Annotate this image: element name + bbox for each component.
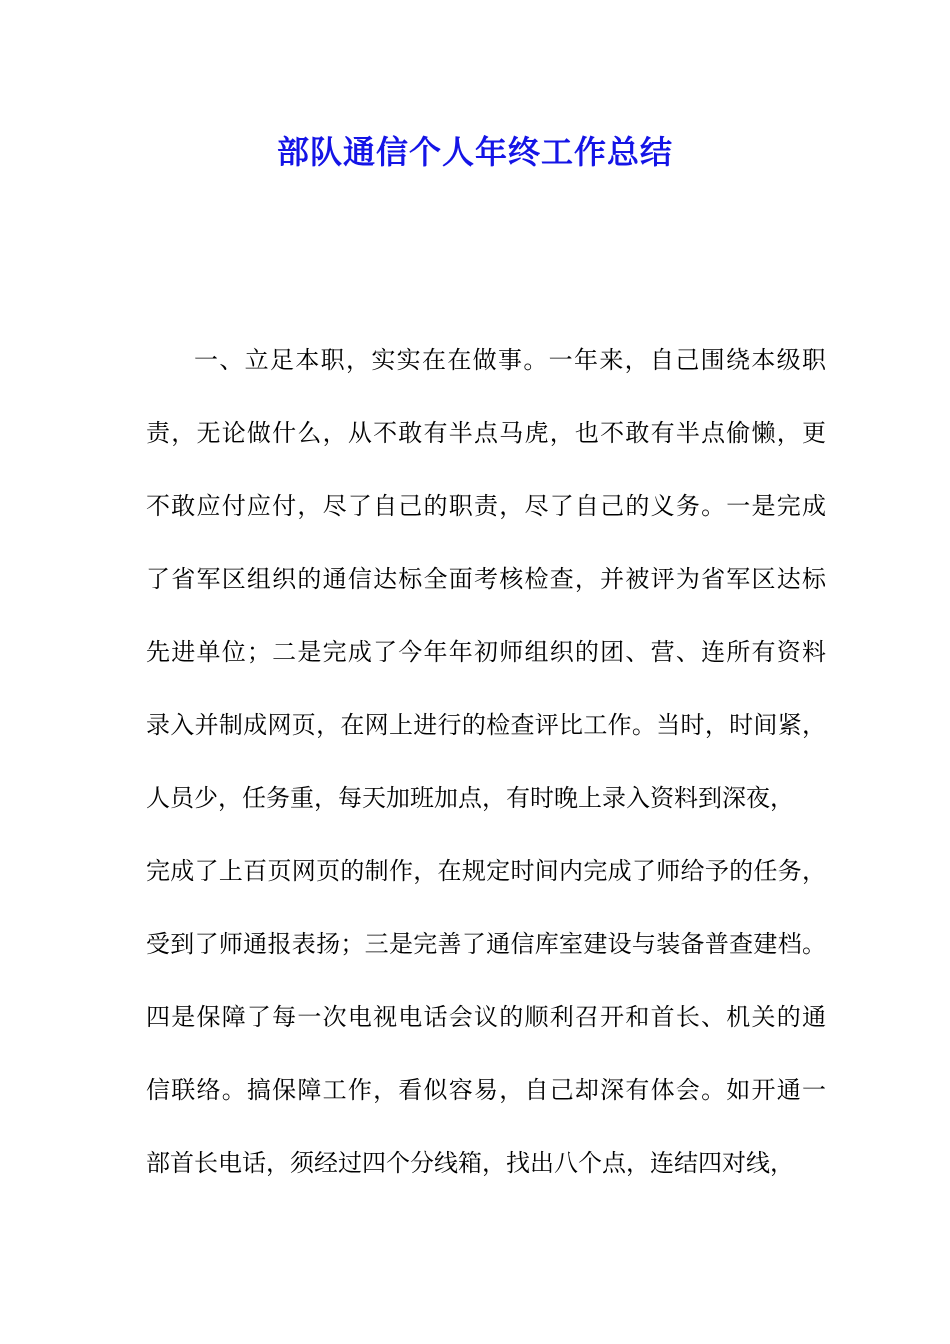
paragraph-line: 完成了上百页网页的制作，在规定时间内完成了师给予的任务，: [146, 857, 826, 885]
document-body: [146, 336, 826, 1212]
paragraph-line: 责，无论做什么，从不敢有半点马虎，也不敢有半点偷懒，更: [146, 419, 826, 447]
paragraph-line: 四是保障了每一次电视电话会议的顺利召开和首长、机关的通: [146, 1003, 826, 1031]
paragraph-line: 部首长电话，须经过四个分线箱，找出八个点，连结四对线，: [146, 1149, 794, 1177]
paragraph-line: 不敢应付应付，尽了自己的职责，尽了自己的义务。一是完成: [146, 492, 826, 520]
paragraph-line: 人员少，任务重，每天加班加点，有时晚上录入资料到深夜，: [146, 784, 794, 812]
paragraph-line: 了省军区组织的通信达标全面考核检查，并被评为省军区达标: [146, 565, 826, 593]
document-title: 部队通信个人年终工作总结: [276, 133, 673, 171]
paragraph-line: 受到了师通报表扬；三是完善了通信库室建设与装备普查建档。: [146, 930, 826, 958]
paragraph-line: 信联络。搞保障工作，看似容易，自己却深有体会。如开通一: [146, 1076, 826, 1104]
paragraph-line: 先进单位；二是完成了今年年初师组织的团、营、连所有资料: [146, 638, 826, 666]
paragraph-line: 录入并制成网页，在网上进行的检查评比工作。当时，时间紧，: [146, 711, 826, 739]
paragraph-line: 一、立足本职，实实在在做事。一年来，自己围绕本级职: [194, 346, 826, 374]
